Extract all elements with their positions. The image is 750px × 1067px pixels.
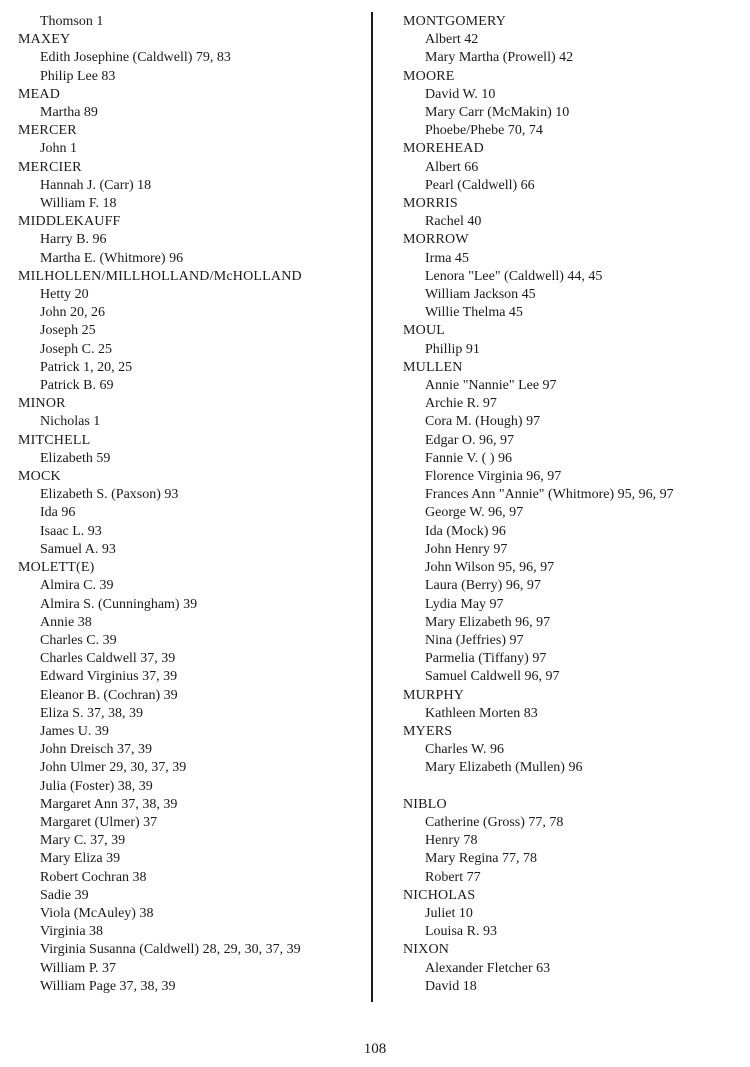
given-name-entry: Nina (Jeffries) 97 bbox=[425, 632, 524, 648]
given-name-entry: Elizabeth S. (Paxson) 93 bbox=[40, 487, 179, 503]
index-column-left bbox=[18, 13, 368, 996]
given-name-entry: William P. 37 bbox=[40, 960, 117, 976]
surname-heading: MEAD bbox=[18, 86, 61, 102]
given-name-entry: Almira C. 39 bbox=[40, 578, 114, 594]
section-gap bbox=[403, 778, 743, 796]
given-name-entry: Virginia 38 bbox=[40, 924, 104, 940]
given-name-entry: Ida 96 bbox=[40, 505, 76, 521]
given-name-entry: Albert 66 bbox=[425, 159, 479, 175]
given-name-entry: Willie Thelma 45 bbox=[425, 305, 523, 321]
given-name-entry: James U. 39 bbox=[40, 723, 109, 739]
given-name-entry: Harry B. 96 bbox=[40, 232, 107, 248]
given-name-entry: Fannie V. ( ) 96 bbox=[425, 450, 512, 466]
given-name-entry: William Jackson 45 bbox=[425, 287, 536, 303]
surname-heading: MIDDLEKAUFF bbox=[18, 214, 121, 230]
given-name-entry: John Ulmer 29, 30, 37, 39 bbox=[40, 760, 187, 776]
given-name-entry: Mary Carr (McMakin) 10 bbox=[425, 105, 570, 121]
surname-heading: NIBLO bbox=[403, 796, 447, 812]
given-name-entry: Mary Martha (Prowell) 42 bbox=[425, 50, 574, 66]
given-name-entry: Eliza S. 37, 38, 39 bbox=[40, 705, 144, 721]
given-name-entry: Mary Regina 77, 78 bbox=[425, 851, 537, 867]
given-name-entry: Mary C. 37, 39 bbox=[40, 833, 126, 849]
given-name-entry: Pearl (Caldwell) 66 bbox=[425, 177, 535, 193]
page-number: 108 bbox=[363, 1041, 387, 1057]
given-name-entry: Isaac L. 93 bbox=[40, 523, 102, 539]
surname-heading: MERCER bbox=[18, 123, 77, 139]
surname-heading: MINOR bbox=[18, 396, 66, 412]
surname-heading: MERCIER bbox=[18, 159, 82, 175]
given-name-entry: Louisa R. 93 bbox=[425, 924, 497, 940]
surname-heading: MITCHELL bbox=[18, 432, 91, 448]
given-name-entry: Patrick B. 69 bbox=[40, 378, 114, 394]
given-name-entry: Lydia May 97 bbox=[425, 596, 504, 612]
given-name-entry: Lenora "Lee" (Caldwell) 44, 45 bbox=[425, 268, 603, 284]
given-name-entry: Frances Ann "Annie" (Whitmore) 95, 96, 97 bbox=[425, 487, 674, 503]
given-name-entry: Nicholas 1 bbox=[40, 414, 101, 430]
given-name-entry: Almira S. (Cunningham) 39 bbox=[40, 596, 198, 612]
given-name-entry: Hetty 20 bbox=[40, 287, 89, 303]
given-name-entry: Mary Elizabeth (Mullen) 96 bbox=[425, 760, 583, 776]
surname-heading: MILHOLLEN/MILLHOLLAND/McHOLLAND bbox=[18, 268, 302, 284]
given-name-entry: Philip Lee 83 bbox=[40, 68, 116, 84]
surname-heading: MAXEY bbox=[18, 32, 71, 48]
surname-heading: MOLETT(E) bbox=[18, 560, 95, 576]
given-name-entry: Alexander Fletcher 63 bbox=[425, 960, 551, 976]
given-name-entry: Julia (Foster) 38, 39 bbox=[40, 778, 153, 794]
given-name-entry: Edith Josephine (Caldwell) 79, 83 bbox=[40, 50, 231, 66]
given-name-entry: Annie "Nannie" Lee 97 bbox=[425, 378, 557, 394]
given-name-entry: David 18 bbox=[425, 978, 477, 994]
given-name-entry: David W. 10 bbox=[425, 86, 496, 102]
given-name-entry: Charles C. 39 bbox=[40, 632, 117, 648]
given-name-entry: Samuel Caldwell 96, 97 bbox=[425, 669, 560, 685]
given-name-entry: John 1 bbox=[40, 141, 77, 157]
given-name-entry: John Dreisch 37, 39 bbox=[40, 742, 152, 758]
surname-heading: MURPHY bbox=[403, 687, 465, 703]
given-name-entry: John 20, 26 bbox=[40, 305, 105, 321]
column-divider bbox=[371, 12, 373, 1002]
surname-heading: NIXON bbox=[403, 942, 450, 958]
surname-heading: MOORE bbox=[403, 68, 455, 84]
surname-heading: MULLEN bbox=[403, 359, 463, 375]
given-name-entry: Edward Virginius 37, 39 bbox=[40, 669, 178, 685]
given-name-entry: Thomson 1 bbox=[40, 14, 104, 29]
given-name-entry: Cora M. (Hough) 97 bbox=[425, 414, 541, 430]
surname-heading: MONTGOMERY bbox=[403, 14, 507, 29]
given-name-entry: Laura (Berry) 96, 97 bbox=[425, 578, 541, 594]
surname-heading: MOUL bbox=[403, 323, 446, 339]
given-name-entry: Charles Caldwell 37, 39 bbox=[40, 651, 176, 667]
given-name-entry: Annie 38 bbox=[40, 614, 92, 630]
index-column-right bbox=[403, 13, 743, 996]
given-name-entry: Margaret (Ulmer) 37 bbox=[40, 814, 158, 830]
given-name-entry: Kathleen Morten 83 bbox=[425, 705, 538, 721]
given-name-entry: William Page 37, 38, 39 bbox=[40, 978, 176, 994]
given-name-entry: Eleanor B. (Cochran) 39 bbox=[40, 687, 178, 703]
surname-heading: MORRIS bbox=[403, 196, 458, 212]
given-name-entry: Hannah J. (Carr) 18 bbox=[40, 177, 152, 193]
given-name-entry: Elizabeth 59 bbox=[40, 450, 111, 466]
given-name-entry: Charles W. 96 bbox=[425, 742, 504, 758]
given-name-entry: Archie R. 97 bbox=[425, 396, 497, 412]
surname-heading: MOREHEAD bbox=[403, 141, 484, 157]
given-name-entry: William F. 18 bbox=[40, 196, 117, 212]
given-name-entry: Phillip 91 bbox=[425, 341, 480, 357]
given-name-entry: Virginia Susanna (Caldwell) 28, 29, 30, 37, 39 bbox=[40, 942, 301, 958]
surname-heading: MYERS bbox=[403, 723, 453, 739]
given-name-entry: Patrick 1, 20, 25 bbox=[40, 359, 133, 375]
given-name-entry: Mary Eliza 39 bbox=[40, 851, 121, 867]
given-name-entry: Joseph C. 25 bbox=[40, 341, 112, 357]
given-name-entry: John Henry 97 bbox=[425, 541, 508, 557]
given-name-entry: Samuel A. 93 bbox=[40, 541, 116, 557]
given-name-entry: Catherine (Gross) 77, 78 bbox=[425, 814, 564, 830]
given-name-entry: Viola (McAuley) 38 bbox=[40, 905, 154, 921]
given-name-entry: Joseph 25 bbox=[40, 323, 96, 339]
given-name-entry: Robert Cochran 38 bbox=[40, 869, 147, 885]
surname-heading: NICHOLAS bbox=[403, 887, 476, 903]
given-name-entry: John Wilson 95, 96, 97 bbox=[425, 560, 555, 576]
given-name-entry: George W. 96, 97 bbox=[425, 505, 524, 521]
given-name-entry: Rachel 40 bbox=[425, 214, 482, 230]
given-name-entry: Mary Elizabeth 96, 97 bbox=[425, 614, 551, 630]
given-name-entry: Juliet 10 bbox=[425, 905, 473, 921]
given-name-entry: Florence Virginia 96, 97 bbox=[425, 469, 562, 485]
surname-heading: MOCK bbox=[18, 469, 61, 485]
given-name-entry: Sadie 39 bbox=[40, 887, 89, 903]
surname-heading: MORROW bbox=[403, 232, 469, 248]
given-name-entry: Albert 42 bbox=[425, 32, 479, 48]
given-name-entry: Margaret Ann 37, 38, 39 bbox=[40, 796, 178, 812]
given-name-entry: Parmelia (Tiffany) 97 bbox=[425, 651, 547, 667]
given-name-entry: Irma 45 bbox=[425, 250, 469, 266]
given-name-entry: Robert 77 bbox=[425, 869, 481, 885]
given-name-entry: Martha 89 bbox=[40, 105, 98, 121]
given-name-entry: Henry 78 bbox=[425, 833, 478, 849]
given-name-entry: Ida (Mock) 96 bbox=[425, 523, 506, 539]
given-name-entry: Edgar O. 96, 97 bbox=[425, 432, 515, 448]
given-name-entry: Phoebe/Phebe 70, 74 bbox=[425, 123, 543, 139]
given-name-entry: Martha E. (Whitmore) 96 bbox=[40, 250, 184, 266]
